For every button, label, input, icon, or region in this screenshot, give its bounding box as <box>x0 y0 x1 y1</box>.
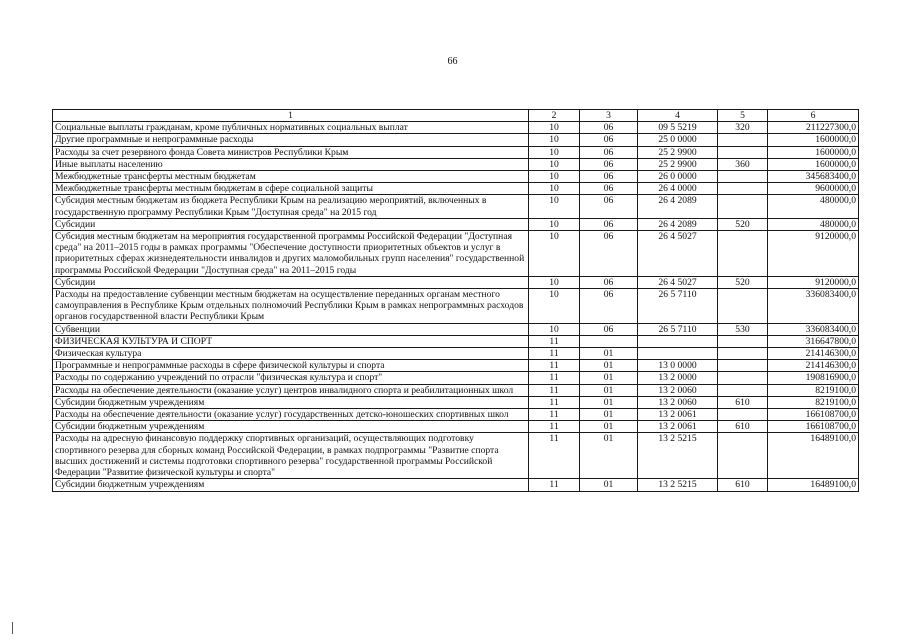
row-name-cell: Другие программные и непрограммные расходы <box>53 134 529 146</box>
row-expense-type-cell <box>718 134 768 146</box>
row-amount-cell: 166108700,0 <box>768 409 859 421</box>
row-subsection-cell: 01 <box>580 396 638 408</box>
row-target-article-cell <box>638 348 718 360</box>
row-expense-type-cell <box>718 183 768 195</box>
row-amount-cell: 9600000,0 <box>768 183 859 195</box>
header-cell-target-article: 4 <box>638 110 718 122</box>
row-expense-type-cell: 610 <box>718 479 768 491</box>
row-subsection-cell: 01 <box>580 421 638 433</box>
row-target-article-cell: 26 4 0000 <box>638 183 718 195</box>
row-subsection-cell: 06 <box>580 289 638 324</box>
row-amount-cell: 1600000,0 <box>768 134 859 146</box>
row-section-cell: 11 <box>529 384 580 396</box>
row-expense-type-cell: 530 <box>718 323 768 335</box>
row-name-cell: Межбюджетные трансферты местным бюджетам <box>53 171 529 183</box>
table-row <box>53 158 859 170</box>
row-subsection-cell: 06 <box>580 134 638 146</box>
row-expense-type-cell: 520 <box>718 276 768 288</box>
row-amount-cell: 336083400,0 <box>768 323 859 335</box>
row-expense-type-cell <box>718 384 768 396</box>
row-expense-type-cell <box>718 433 768 479</box>
table-row <box>53 384 859 396</box>
table-row <box>53 134 859 146</box>
row-target-article-cell: 13 2 5215 <box>638 433 718 479</box>
row-target-article-cell: 13 2 0000 <box>638 372 718 384</box>
row-expense-type-cell: 520 <box>718 218 768 230</box>
row-subsection-cell: 01 <box>580 372 638 384</box>
row-target-article-cell: 13 2 0060 <box>638 396 718 408</box>
table-row <box>53 409 859 421</box>
row-subsection-cell: 01 <box>580 384 638 396</box>
row-name-cell: Субсидии бюджетным учреждениям <box>53 421 529 433</box>
row-target-article-cell: 26 4 5027 <box>638 231 718 277</box>
row-section-cell: 11 <box>529 348 580 360</box>
row-expense-type-cell: 610 <box>718 396 768 408</box>
budget-table <box>52 109 859 492</box>
row-expense-type-cell <box>718 289 768 324</box>
table-row <box>53 122 859 134</box>
row-subsection-cell: 06 <box>580 195 638 218</box>
row-section-cell: 11 <box>529 433 580 479</box>
row-amount-cell: 9120000,0 <box>768 231 859 277</box>
row-amount-cell: 8219100,0 <box>768 396 859 408</box>
row-subsection-cell: 06 <box>580 146 638 158</box>
header-cell-subsection: 3 <box>580 110 638 122</box>
row-subsection-cell: 01 <box>580 348 638 360</box>
row-subsection-cell: 01 <box>580 360 638 372</box>
row-name-cell: Субсидия местным бюджетам из бюджета Республики Крым на реализацию мероприятий, включенных в государственную программу Республики Крым "Доступная среда" на 2015 год <box>53 195 529 218</box>
row-section-cell: 10 <box>529 276 580 288</box>
row-amount-cell: 336083400,0 <box>768 289 859 324</box>
row-name-cell: Расходы за счет резервного фонда Совета министров Республики Крым <box>53 146 529 158</box>
header-cell-name: 1 <box>53 110 529 122</box>
row-subsection-cell: 06 <box>580 122 638 134</box>
row-target-article-cell <box>638 335 718 347</box>
table-row <box>53 183 859 195</box>
table-row <box>53 146 859 158</box>
row-amount-cell: 345683400,0 <box>768 171 859 183</box>
row-amount-cell: 16489100,0 <box>768 479 859 491</box>
row-name-cell: Иные выплаты населению <box>53 158 529 170</box>
row-section-cell: 10 <box>529 122 580 134</box>
row-amount-cell: 480000,0 <box>768 218 859 230</box>
row-expense-type-cell <box>718 146 768 158</box>
row-expense-type-cell <box>718 360 768 372</box>
table-row <box>53 479 859 491</box>
row-section-cell: 11 <box>529 409 580 421</box>
row-expense-type-cell <box>718 409 768 421</box>
row-expense-type-cell: 610 <box>718 421 768 433</box>
row-amount-cell: 190816900,0 <box>768 372 859 384</box>
row-amount-cell: 316647800,0 <box>768 335 859 347</box>
row-section-cell: 10 <box>529 171 580 183</box>
row-section-cell: 10 <box>529 323 580 335</box>
row-section-cell: 10 <box>529 146 580 158</box>
table-row <box>53 323 859 335</box>
row-name-cell: Межбюджетные трансферты местным бюджетам в сфере социальной защиты <box>53 183 529 195</box>
table-row <box>53 360 859 372</box>
margin-mark <box>12 622 13 634</box>
page-number: 66 <box>447 56 458 67</box>
row-subsection-cell: 06 <box>580 171 638 183</box>
row-section-cell: 10 <box>529 218 580 230</box>
row-target-article-cell: 13 2 5215 <box>638 479 718 491</box>
row-amount-cell: 166108700,0 <box>768 421 859 433</box>
row-section-cell: 10 <box>529 183 580 195</box>
row-target-article-cell: 26 4 2089 <box>638 218 718 230</box>
row-name-cell: Расходы на обеспечение деятельности (оказание услуг) государственных детско-юношеских спортивных школ <box>53 409 529 421</box>
row-target-article-cell: 13 0 0000 <box>638 360 718 372</box>
row-subsection-cell: 01 <box>580 433 638 479</box>
table-row <box>53 433 859 479</box>
row-subsection-cell: 06 <box>580 231 638 277</box>
row-target-article-cell: 25 0 0000 <box>638 134 718 146</box>
row-subsection-cell: 06 <box>580 183 638 195</box>
row-expense-type-cell: 360 <box>718 158 768 170</box>
row-expense-type-cell <box>718 231 768 277</box>
row-name-cell: Расходы по содержанию учреждений по отрасли "физическая культура и спорт" <box>53 372 529 384</box>
row-name-cell: Физическая культура <box>53 348 529 360</box>
table-row <box>53 195 859 218</box>
row-subsection-cell: 01 <box>580 409 638 421</box>
row-target-article-cell: 26 4 2089 <box>638 195 718 218</box>
row-expense-type-cell: 320 <box>718 122 768 134</box>
table-row <box>53 289 859 324</box>
row-target-article-cell: 26 5 7110 <box>638 289 718 324</box>
row-target-article-cell: 26 0 0000 <box>638 171 718 183</box>
table-row <box>53 348 859 360</box>
row-expense-type-cell <box>718 348 768 360</box>
row-name-cell: Субсидии <box>53 276 529 288</box>
row-subsection-cell: 06 <box>580 158 638 170</box>
row-subsection-cell <box>580 335 638 347</box>
row-target-article-cell: 13 2 0061 <box>638 409 718 421</box>
row-expense-type-cell <box>718 171 768 183</box>
row-amount-cell: 214146300,0 <box>768 360 859 372</box>
table-row <box>53 276 859 288</box>
table-row <box>53 171 859 183</box>
row-name-cell: Социальные выплаты гражданам, кроме публичных нормативных социальных выплат <box>53 122 529 134</box>
row-name-cell: ФИЗИЧЕСКАЯ КУЛЬТУРА И СПОРТ <box>53 335 529 347</box>
table-row <box>53 231 859 277</box>
row-subsection-cell: 06 <box>580 323 638 335</box>
row-expense-type-cell <box>718 372 768 384</box>
header-cell-amount: 6 <box>768 110 859 122</box>
row-target-article-cell: 25 2 9900 <box>638 158 718 170</box>
table-row <box>53 218 859 230</box>
row-section-cell: 11 <box>529 360 580 372</box>
row-expense-type-cell <box>718 195 768 218</box>
row-amount-cell: 1600000,0 <box>768 146 859 158</box>
row-amount-cell: 9120000,0 <box>768 276 859 288</box>
table-row <box>53 396 859 408</box>
row-amount-cell: 1600000,0 <box>768 158 859 170</box>
row-section-cell: 11 <box>529 479 580 491</box>
row-amount-cell: 16489100,0 <box>768 433 859 479</box>
row-target-article-cell: 26 4 5027 <box>638 276 718 288</box>
row-name-cell: Субсидии <box>53 218 529 230</box>
row-name-cell: Расходы на адресную финансовую поддержку спортивных организаций, осуществляющих подготовку спортивного резерва для сборных команд Российской Федерации, в рамках подпрограммы "Развитие спорта высших достижений и системы подготовки спортивного резерва" государственной программы Российской Федерации "Развитие физической культуры и спорта" <box>53 433 529 479</box>
row-name-cell: Программные и непрограммные расходы в сфере физической культуры и спорта <box>53 360 529 372</box>
row-section-cell: 10 <box>529 195 580 218</box>
row-name-cell: Субсидия местным бюджетам на мероприятия государственной программы Российской Федерации "Доступная среда" на 2011–2015 годы в рамках программы "Обеспечение доступности приоритетных объектов и услуг в приоритетных сферах жизнедеятельности инвалидов и других маломобильных групп населения" государственной программы Российской Федерации "Доступная среда" на 2011–2015 годы <box>53 231 529 277</box>
row-target-article-cell: 13 2 0060 <box>638 384 718 396</box>
row-name-cell: Субсидии бюджетным учреждениям <box>53 396 529 408</box>
row-amount-cell: 214146300,0 <box>768 348 859 360</box>
row-target-article-cell: 25 2 9900 <box>638 146 718 158</box>
row-amount-cell: 8219100,0 <box>768 384 859 396</box>
table-row <box>53 372 859 384</box>
row-section-cell: 11 <box>529 421 580 433</box>
row-name-cell: Субсидии бюджетным учреждениям <box>53 479 529 491</box>
row-target-article-cell: 13 2 0061 <box>638 421 718 433</box>
row-subsection-cell: 01 <box>580 479 638 491</box>
table-header-row <box>53 110 859 122</box>
row-amount-cell: 211227300,0 <box>768 122 859 134</box>
row-section-cell: 10 <box>529 231 580 277</box>
row-section-cell: 10 <box>529 134 580 146</box>
table-row <box>53 335 859 347</box>
row-name-cell: Расходы на обеспечение деятельности (оказание услуг) центров инвалидного спорта и реабилитационных школ <box>53 384 529 396</box>
row-section-cell: 10 <box>529 158 580 170</box>
row-amount-cell: 480000,0 <box>768 195 859 218</box>
header-cell-expense-type: 5 <box>718 110 768 122</box>
header-cell-section: 2 <box>529 110 580 122</box>
row-target-article-cell: 26 5 7110 <box>638 323 718 335</box>
row-subsection-cell: 06 <box>580 276 638 288</box>
row-section-cell: 11 <box>529 396 580 408</box>
row-section-cell: 11 <box>529 335 580 347</box>
row-expense-type-cell <box>718 335 768 347</box>
row-section-cell: 11 <box>529 372 580 384</box>
row-name-cell: Субвенции <box>53 323 529 335</box>
row-section-cell: 10 <box>529 289 580 324</box>
row-target-article-cell: 09 5 5219 <box>638 122 718 134</box>
row-subsection-cell: 06 <box>580 218 638 230</box>
table-row <box>53 421 859 433</box>
row-name-cell: Расходы на предоставление субвенции местным бюджетам на осуществление переданных органам местного самоуправления в Республике Крым отдельных полномочий Республики Крым в рамках непрограммных расходов органов государственной власти Республики Крым <box>53 289 529 324</box>
